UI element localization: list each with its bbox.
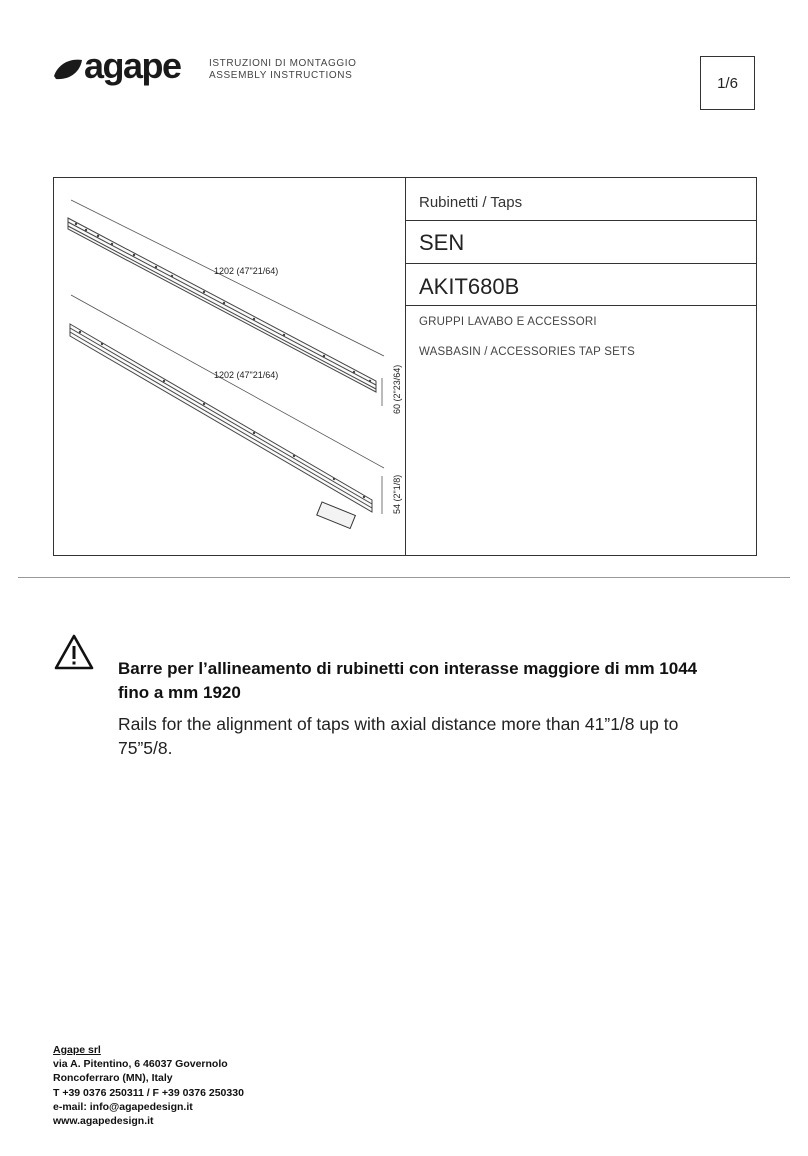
product-category: Rubinetti / Taps [419,194,523,211]
page-number: 1/6 [700,56,755,110]
company-footer [53,1043,244,1128]
rail-2-length: 1202 (47"21/64) [214,370,279,380]
end-plate [317,502,356,528]
document-kind-en: ASSEMBLY INSTRUCTIONS [209,70,353,81]
document-kind [209,58,357,82]
dimension-line-2 [71,295,384,468]
product-code: AKIT680B [419,274,520,299]
company-name: Agape srl [53,1044,101,1056]
phone-fax: T +39 0376 250311 / F +39 0376 250330 [53,1086,244,1099]
rails-drawing [54,178,405,555]
product-group-en: WASBASIN / ACCESSORIES TAP SETS [419,346,636,358]
address-line-2: Roncoferraro (MN), Italy [53,1072,173,1085]
email: e-mail: info@agapedesign.it [53,1100,193,1113]
rail-1-height: 60 (2"23/64) [392,364,402,414]
rail-1-length: 1202 (47"21/64) [214,266,279,276]
address-line-1: via A. Pitentino, 6 46037 Governolo [53,1058,228,1071]
dimension-line-1 [71,200,384,356]
document-kind-it: ISTRUZIONI DI MONTAGGIO [209,58,357,69]
website: www.agapedesign.it [53,1115,154,1128]
divider [18,577,790,578]
warning-text-en: Rails for the alignment of taps with axial distance more than 41”1/8 up to 75”5/8. [118,714,679,758]
rail-1 [68,218,376,392]
brand-logo: agape [84,45,181,86]
product-frame [53,177,757,556]
warning-text-it: Barre per l’allineamento di rubinetti con interasse maggiore di mm 1044 fino a mm 1920 [118,659,698,702]
technical-drawing [54,178,406,555]
product-info [406,178,756,555]
rail-2 [70,324,372,512]
rail-2-height: 54 (2"1/8) [392,474,402,514]
warning-triangle-icon [53,633,95,671]
product-name: SEN [419,230,465,255]
product-group-it: GRUPPI LAVABO E ACCESSORI [419,316,597,328]
